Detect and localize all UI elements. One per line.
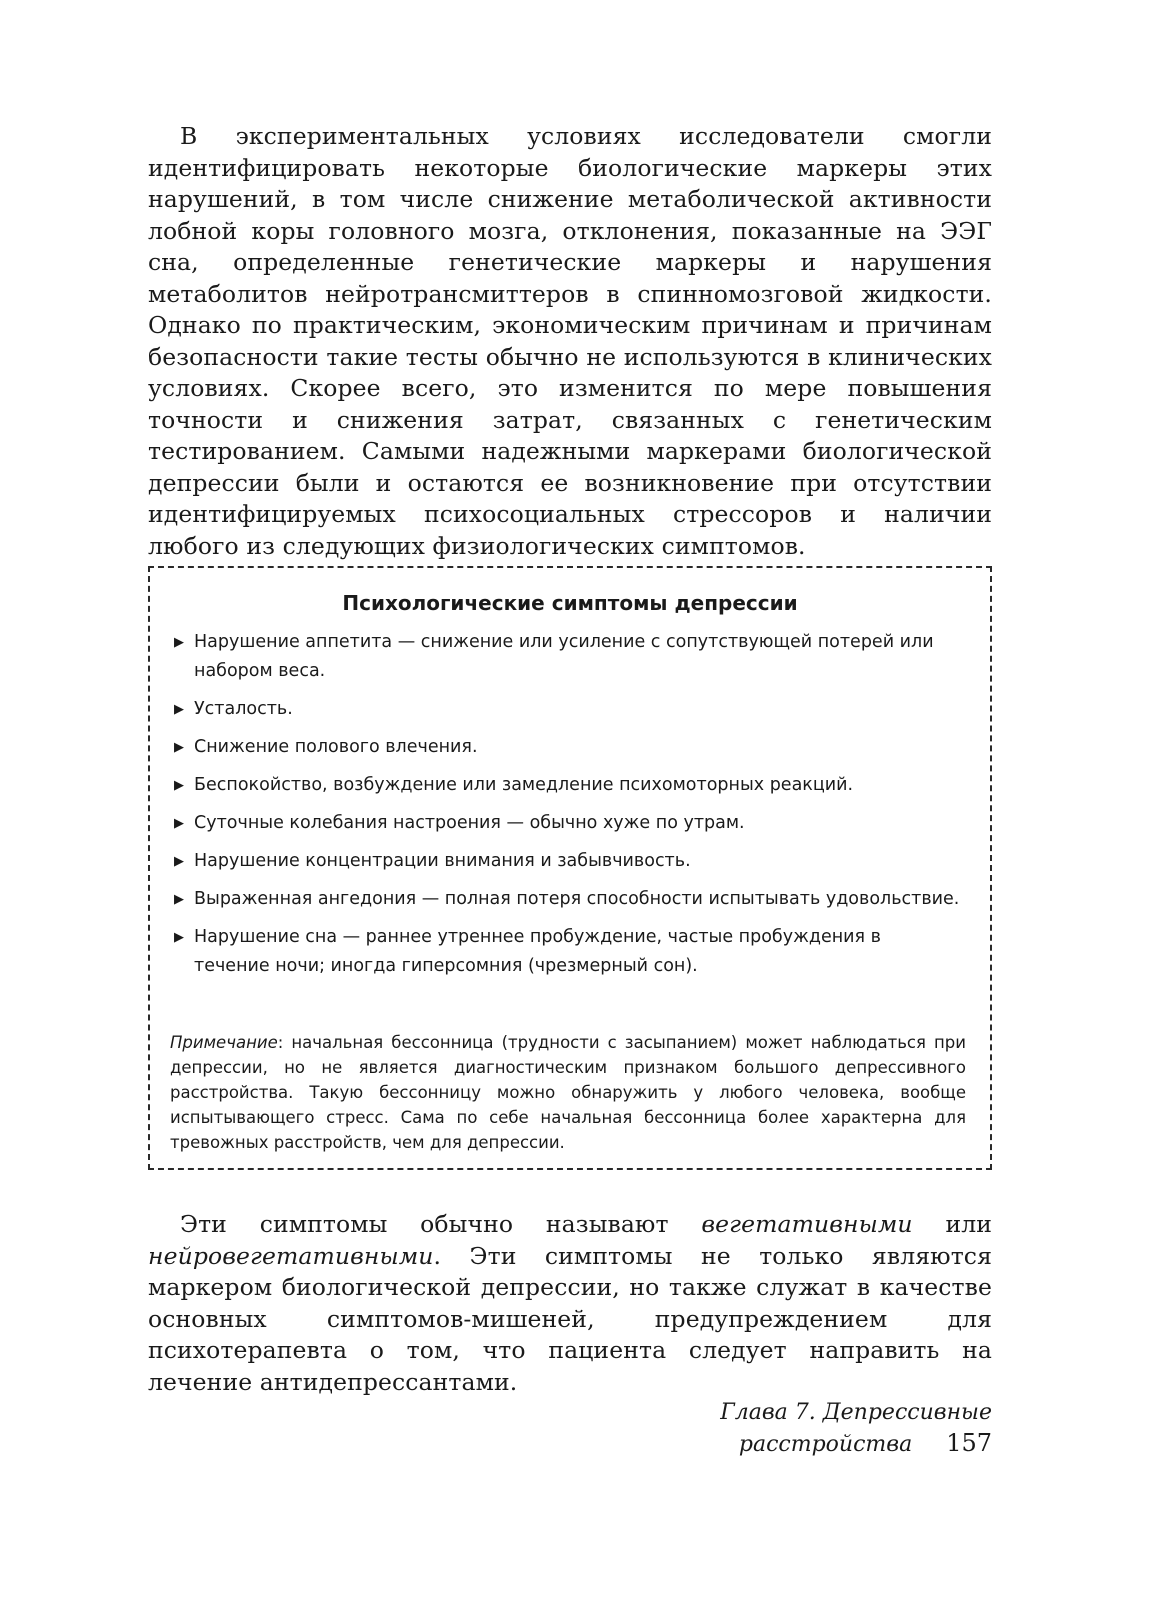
triangle-bullet-icon: ▶	[174, 778, 184, 793]
note-text: : начальная бессонница (трудности с засыпанием) может наблюдаться при депрессии, но не является диагностическим признаком большого депрессивного расстройства. Такую бессонницу можно обнаружить у любого человека, вообще испытывающего стресс. Сама по себе начальная бессонница более характерна для тревожных расстройств, чем для депрессии.	[170, 1033, 966, 1152]
paragraph-text: Эти симптомы обычно называют	[180, 1210, 702, 1238]
paragraph-text: или	[912, 1210, 992, 1238]
list-item-text: Усталость.	[194, 699, 293, 719]
triangle-bullet-icon: ▶	[174, 816, 184, 831]
body-paragraph-2	[148, 1209, 992, 1398]
list-item-text: Нарушение концентрации внимания и забывчивость.	[194, 851, 691, 871]
triangle-bullet-icon: ▶	[174, 740, 184, 755]
list-item-text: Нарушение аппетита — снижение или усиление с сопутствующей потерей или набором веса.	[194, 632, 934, 681]
list-item	[174, 771, 960, 800]
running-footer-chapter: Глава 7. Депрессивные расстройства	[720, 1400, 992, 1457]
body-paragraph-1: В экспериментальных условиях исследователи смогли идентифицировать некоторые биологические маркеры этих нарушений, в том числе снижение метаболической активности лобной коры головного мозга, отклонения, показанные на ЭЭГ сна, определенные генетические маркеры и нарушения метаболитов нейротрансмиттеров в спинномозговой жидкости. Однако по практическим, экономическим причинам и причинам безопасности такие тесты обычно не используются в клинических условиях. Скорее всего, это изменится по мере повышения точности и снижения затрат, связанных с генетическим тестированием. Самыми надежными маркерами биологической депрессии были и остаются ее возникновение при отсутствии идентифицируемых психосоциальных стрессоров и наличии любого из следующих физиологических симптомов.	[148, 122, 992, 560]
triangle-bullet-icon: ▶	[174, 930, 184, 945]
page-footer	[500, 1398, 992, 1460]
list-item	[174, 695, 960, 724]
list-item-text: Нарушение сна — раннее утреннее пробуждение, частые пробуждения в течение ночи; иногда гиперсомния (чрезмерный сон).	[194, 927, 881, 976]
triangle-bullet-icon: ▶	[174, 854, 184, 869]
list-item-text: Беспокойство, возбуждение или замедление психомоторных реакций.	[194, 775, 854, 795]
triangle-bullet-icon: ▶	[174, 702, 184, 717]
note-label: Примечание	[170, 1033, 278, 1052]
italic-term: вегетативными	[701, 1210, 913, 1238]
box-title: Психологические симптомы депрессии	[342, 591, 798, 615]
page-number: 157	[946, 1429, 992, 1457]
symptoms-box	[148, 566, 992, 1170]
box-note	[170, 1030, 966, 1155]
paragraph-text: . Эти симптомы не только являются маркером биологической депрессии, но также служат в качестве основных симптомов-мишеней, предупреждением для психотерапевта о том, что пациента следует направить на лечение антидепрессантами.	[148, 1241, 992, 1396]
list-item	[174, 628, 960, 686]
list-item	[174, 885, 960, 914]
list-item	[174, 733, 960, 762]
list-item	[174, 847, 960, 876]
list-item-text: Снижение полового влечения.	[194, 737, 478, 757]
list-item-text: Суточные колебания настроения — обычно хуже по утрам.	[194, 813, 745, 833]
triangle-bullet-icon: ▶	[174, 635, 184, 650]
list-item	[174, 809, 960, 838]
symptom-list	[174, 628, 960, 990]
italic-term: нейровегетативными	[148, 1241, 434, 1270]
triangle-bullet-icon: ▶	[174, 892, 184, 907]
list-item-text: Выраженная ангедония — полная потеря способности испытывать удовольствие.	[194, 889, 960, 909]
list-item	[174, 923, 960, 981]
